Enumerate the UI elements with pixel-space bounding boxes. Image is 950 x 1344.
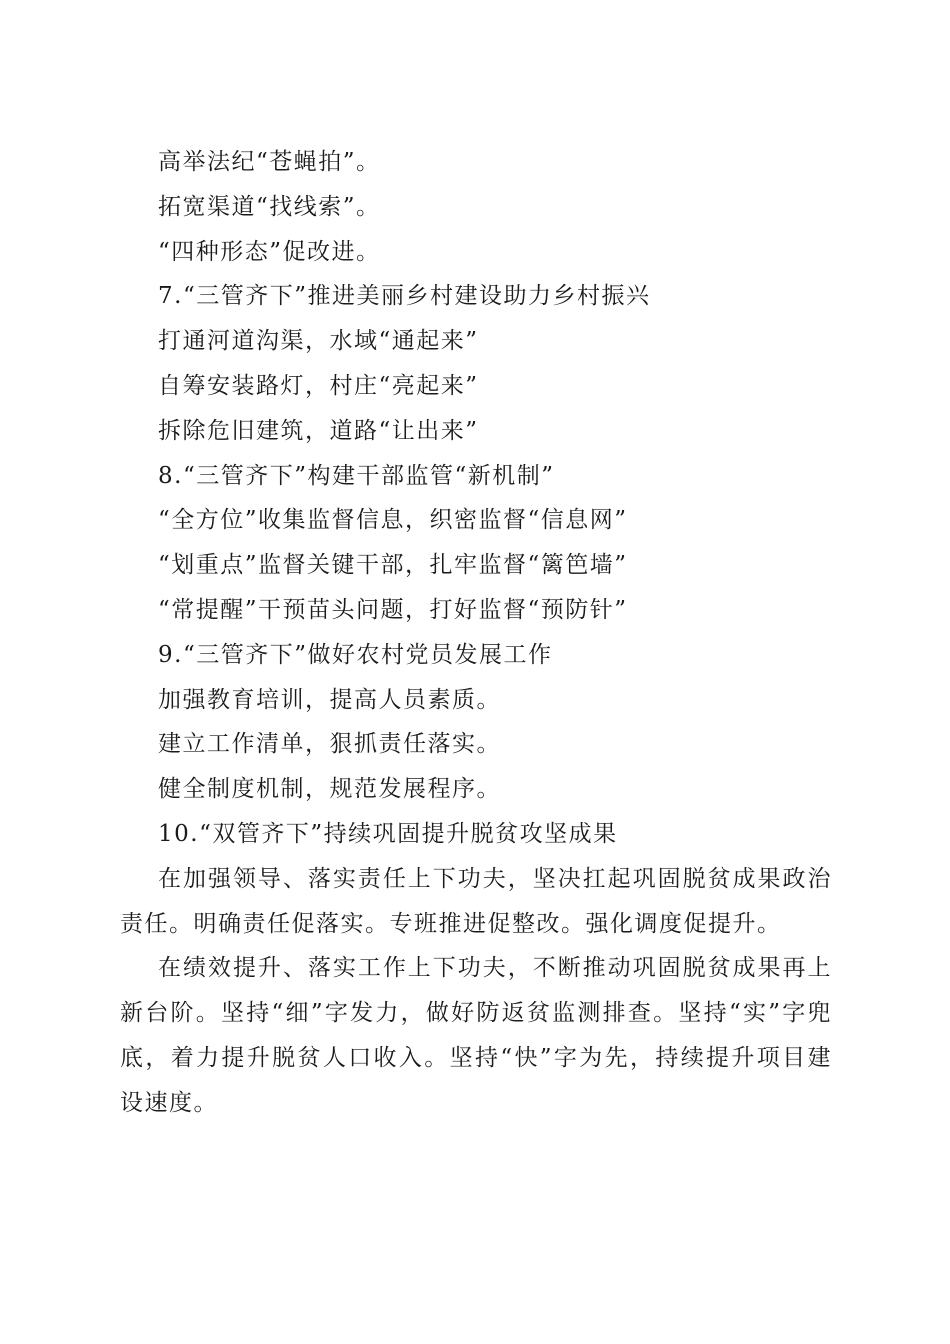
text-line: “四种形态”促改进。: [158, 238, 381, 265]
text-line: 高举法纪“苍蝇拍”。: [158, 149, 381, 175]
text-line: “常提醒”干预苗头问题，打好监督“预防针”: [158, 596, 628, 623]
section-heading-7: 7.“三管齐下”推进美丽乡村建设助力乡村振兴: [158, 283, 651, 310]
text-line: 打通河道沟渠，水域“通起来”: [158, 328, 479, 355]
text-line: “全方位”收集监督信息，织密监督“信息网”: [158, 507, 628, 534]
body-paragraph: 在加强领导、落实责任上下功夫，坚决扛起巩固脱贫成果政治责任。明确责任促落实。专班推进促整改。强化调度促提升。: [120, 865, 832, 937]
document-body: [120, 140, 832, 1126]
section-heading-9: 9.“三管齐下”做好农村党员发展工作: [158, 641, 553, 668]
text-line: 拆除危旧建筑，道路“让出来”: [158, 417, 479, 444]
body-paragraph: 在绩效提升、落实工作上下功夫，不断推动巩固脱贫成果再上新台阶。坚持“细”字发力，做好防返贫监测排查。坚持“实”字兜底，着力提升脱贫人口收入。坚持“快”字为先，持续提升项目建设速度。: [120, 955, 832, 1116]
text-line: 加强教育培训，提高人员素质。: [158, 686, 501, 713]
text-line: 自筹安装路灯，村庄“亮起来”: [158, 372, 479, 399]
section-heading-10: 10.“双管齐下”持续巩固提升脱贫攻坚成果: [158, 820, 618, 847]
text-line: 拓宽渠道“找线索”。: [158, 193, 381, 220]
text-line: 健全制度机制，规范发展程序。: [158, 776, 501, 803]
text-line: “划重点”监督关键干部，扎牢监督“篱笆墙”: [158, 552, 628, 579]
section-heading-8: 8.“三管齐下”构建干部监管“新机制”: [158, 462, 555, 489]
text-line: 建立工作清单，狠抓责任落实。: [158, 731, 501, 758]
